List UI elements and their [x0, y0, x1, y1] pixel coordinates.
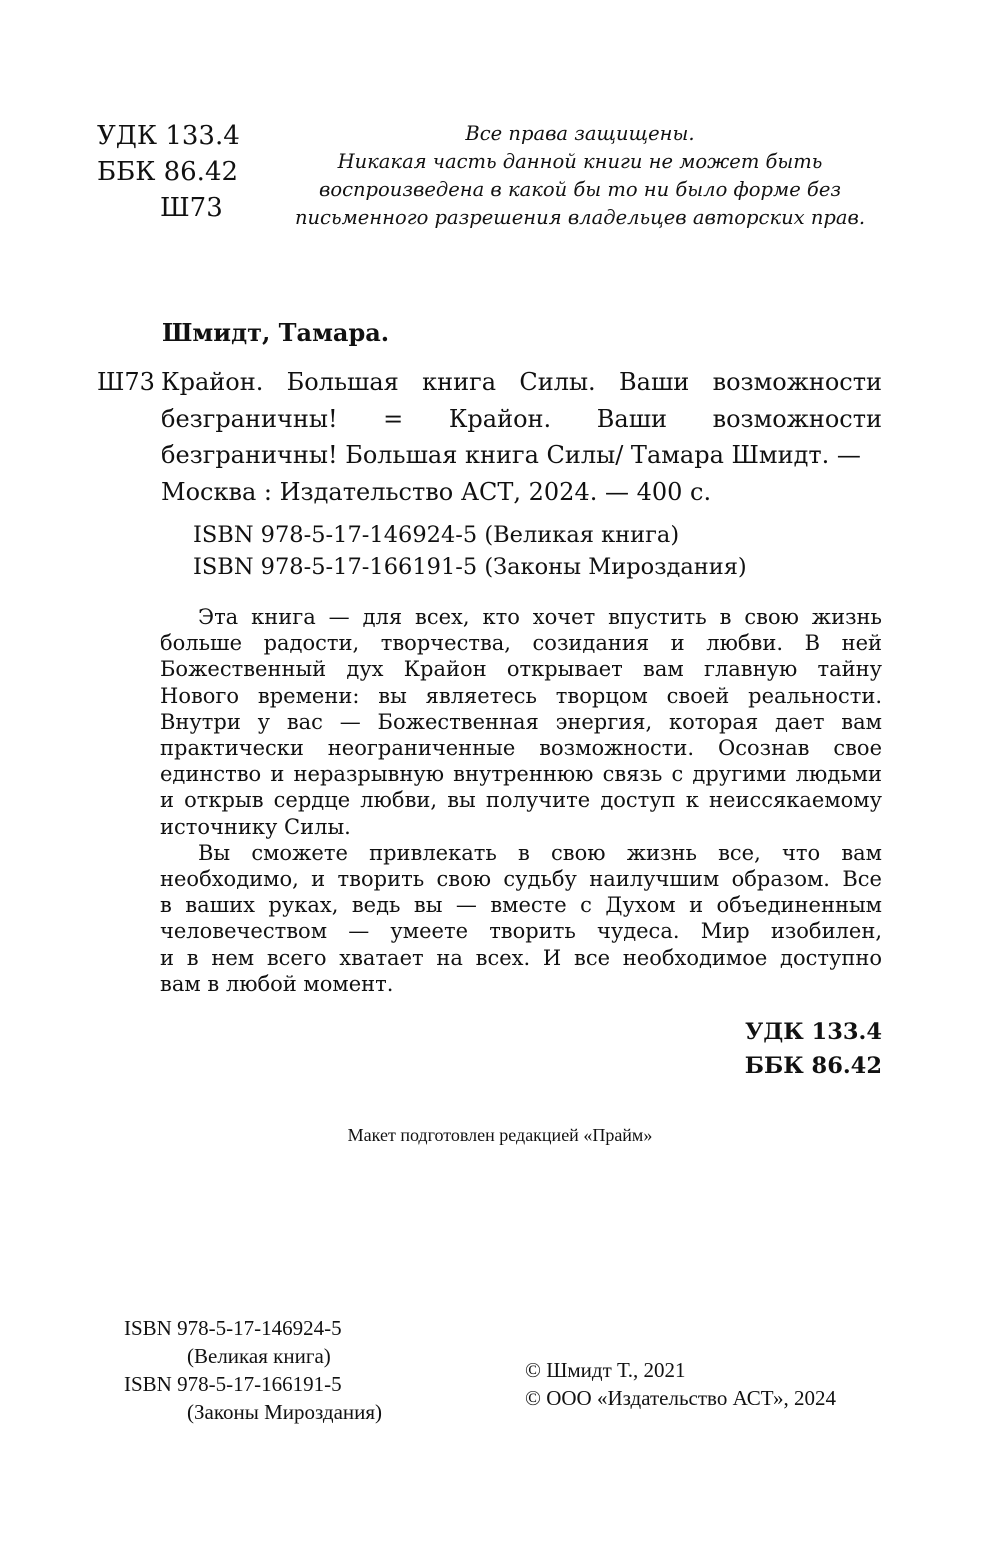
- annotation-line: Внутри у вас — Божественная энергия, которая дает вам: [160, 709, 882, 734]
- footer-isbn-label: (Законы Мироздания): [187, 1400, 383, 1424]
- annotation-line: единство и неразрывную внутреннюю связь с другими людьми: [160, 762, 882, 787]
- annotation-line: Эта книга — для всех, кто хочет впустить в свою жизнь: [198, 605, 882, 629]
- rights-line: Все права защищены.: [465, 122, 695, 145]
- annotation-line: и открыв сердце любви, вы получите доступ к неиссякаемому: [160, 788, 882, 813]
- annotation-line: Божественный дух Крайон открывает вам главную тайну: [160, 657, 882, 682]
- annotation-line: Вы сможете привлекать в свою жизнь все, что вам: [198, 840, 882, 865]
- footer-isbn-label: (Великая книга): [187, 1344, 331, 1368]
- description-line: Крайон. Большая книга Силы. Ваши возможности: [161, 368, 882, 396]
- rights-line: воспроизведена в какой бы то ни было форме без: [318, 178, 842, 201]
- classification-codes-header: [97, 118, 240, 226]
- udk-code: УДК 133.4: [97, 121, 240, 151]
- isbn-entry: ISBN 978-5-17-146924-5 (Великая книга): [193, 522, 680, 548]
- description-line: безграничны! Большая книга Силы/ Тамара Шмидт. —: [161, 441, 861, 469]
- description-line: Москва : Издательство АСТ, 2024. — 400 с.: [161, 477, 712, 506]
- annotation-line: практически неограниченные возможности. Осознав свое: [160, 736, 882, 761]
- annotation-line: и в нем всего хватает на всех. И все необходимое доступно: [160, 945, 882, 970]
- rights-line: Никакая часть данной книги не может быть: [337, 150, 823, 173]
- bbk-code: ББК 86.42: [97, 157, 239, 187]
- annotation-paragraph-1: [160, 604, 882, 840]
- annotation-line: необходимо, и творить свою судьбу наилучшим образом. Все: [160, 867, 882, 892]
- bbk-code-bold: ББК 86.42: [744, 1053, 882, 1079]
- annotation-line: Нового времени: вы являетесь творцом своей реальности.: [160, 683, 882, 708]
- annotation-line: человечеством — умеете творить чудеса. Мир изобилен,: [160, 919, 882, 944]
- rights-line: письменного разрешения владельцев авторских прав.: [294, 206, 866, 229]
- isbn-list: [193, 519, 747, 583]
- copyright-block: [525, 1356, 836, 1412]
- annotation: [160, 604, 882, 997]
- footer-isbn: ISBN 978-5-17-166191-5: [124, 1372, 342, 1396]
- isbn-entry: ISBN 978-5-17-166191-5 (Законы Мироздания): [193, 554, 747, 580]
- author-mark-code: Ш73: [97, 368, 155, 396]
- annotation-paragraph-2: [160, 840, 882, 997]
- copyright-publisher: © ООО «Издательство АСТ», 2024: [525, 1386, 836, 1410]
- footer-isbn: ISBN 978-5-17-146924-5: [124, 1316, 342, 1340]
- classification-codes-footer: [700, 1015, 882, 1083]
- author-heading: Шмидт, Тамара.: [162, 318, 390, 347]
- copyright-author: © Шмидт Т., 2021: [525, 1358, 686, 1382]
- bibliographic-description: [97, 364, 882, 510]
- annotation-line: источнику Силы.: [160, 814, 351, 839]
- udk-code-bold: УДК 133.4: [744, 1019, 882, 1045]
- rights-notice: [290, 120, 870, 232]
- annotation-line: больше радости, творчества, созидания и любви. В ней: [160, 631, 882, 656]
- annotation-line: вам в любой момент.: [160, 971, 394, 996]
- author-mark: Ш73: [160, 193, 223, 223]
- description-line: безграничны! = Крайон. Ваши возможности: [161, 404, 882, 433]
- layout-note: Макет подготовлен редакцией «Прайм»: [347, 1125, 653, 1145]
- footer-isbn-block: [124, 1314, 382, 1426]
- annotation-line: в ваших руках, ведь вы — вместе с Духом и объединенным: [160, 893, 882, 918]
